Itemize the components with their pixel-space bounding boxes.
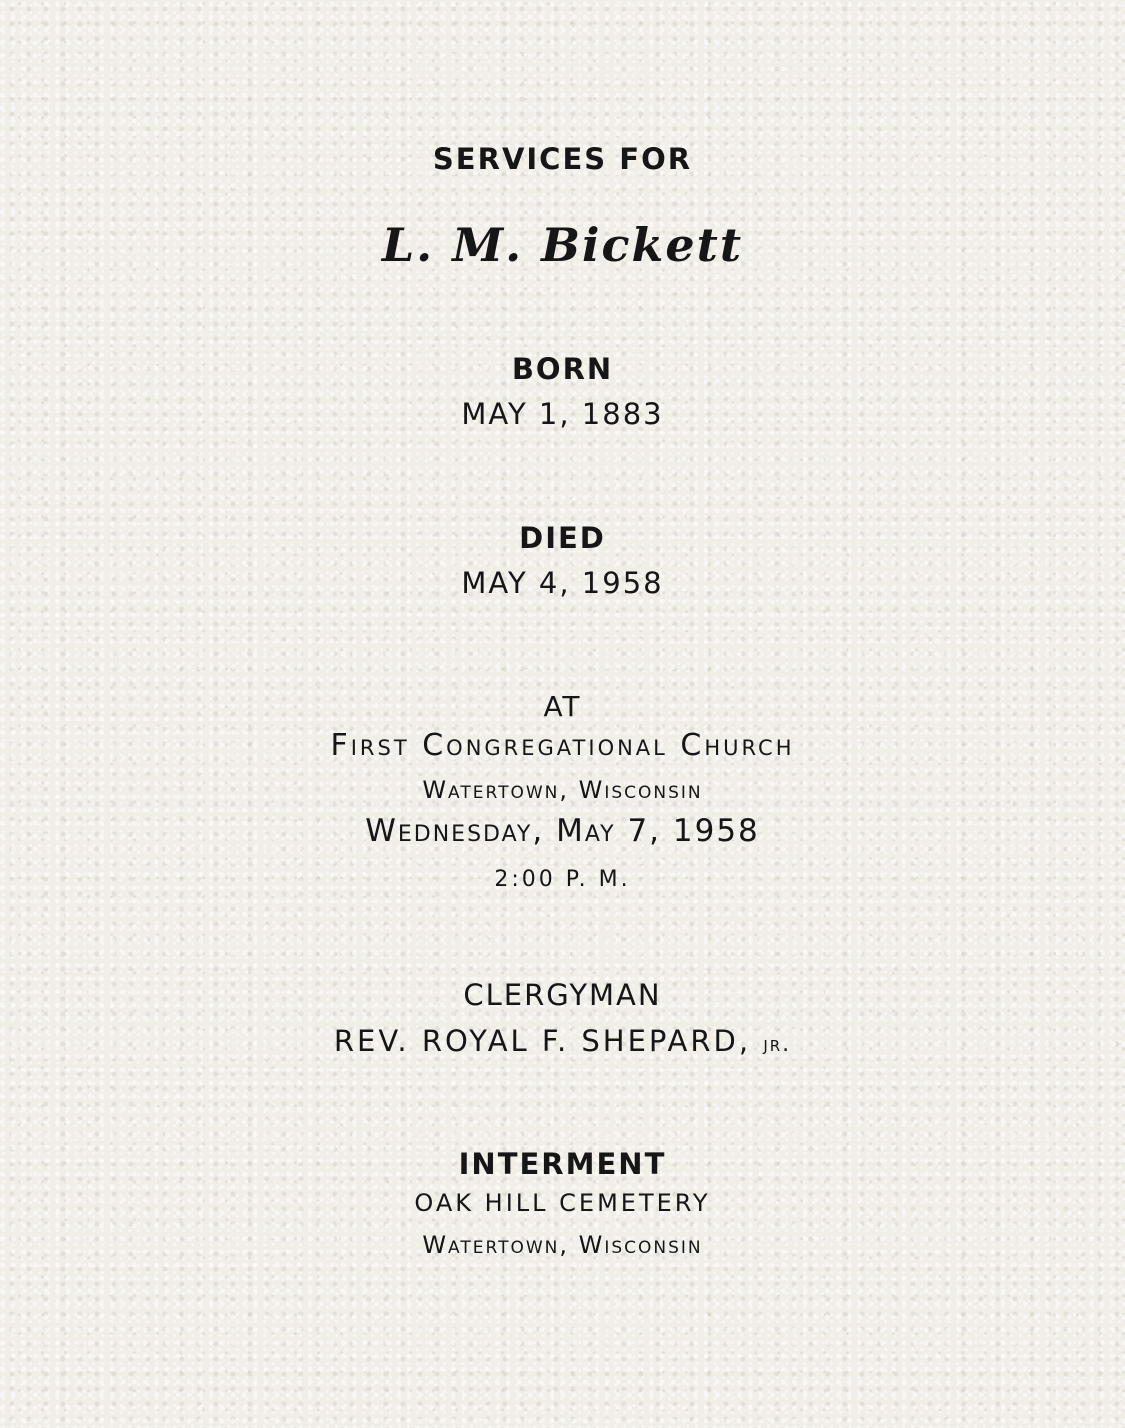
died-date: MAY 4, 1958	[461, 566, 664, 600]
interment-cemetery: OAK HILL CEMETERY	[414, 1189, 711, 1217]
deceased-name: L. M. Bickett	[381, 218, 744, 272]
clergyman-line	[0, 1024, 1125, 1058]
born-label: BORN	[511, 352, 614, 386]
interment-label: INTERMENT	[458, 1147, 667, 1181]
service-date: Wednesday, May 7, 1958	[365, 813, 760, 849]
service-place: First Congregational Church	[330, 728, 795, 763]
born-date: MAY 1, 1883	[461, 397, 664, 431]
service-at-label: AT	[543, 690, 582, 723]
interment-location: Watertown, Wisconsin	[422, 1231, 703, 1259]
clergyman-label: CLERGYMAN	[463, 978, 662, 1012]
clergyman-name: REV. ROYAL F. SHEPARD,	[333, 1024, 752, 1058]
clergyman-suffix: jr.	[763, 1032, 792, 1057]
died-label: DIED	[519, 521, 606, 555]
services-heading: SERVICES FOR	[432, 142, 693, 176]
service-time: 2:00 P. M.	[494, 867, 631, 892]
service-location: Watertown, Wisconsin	[422, 776, 703, 804]
